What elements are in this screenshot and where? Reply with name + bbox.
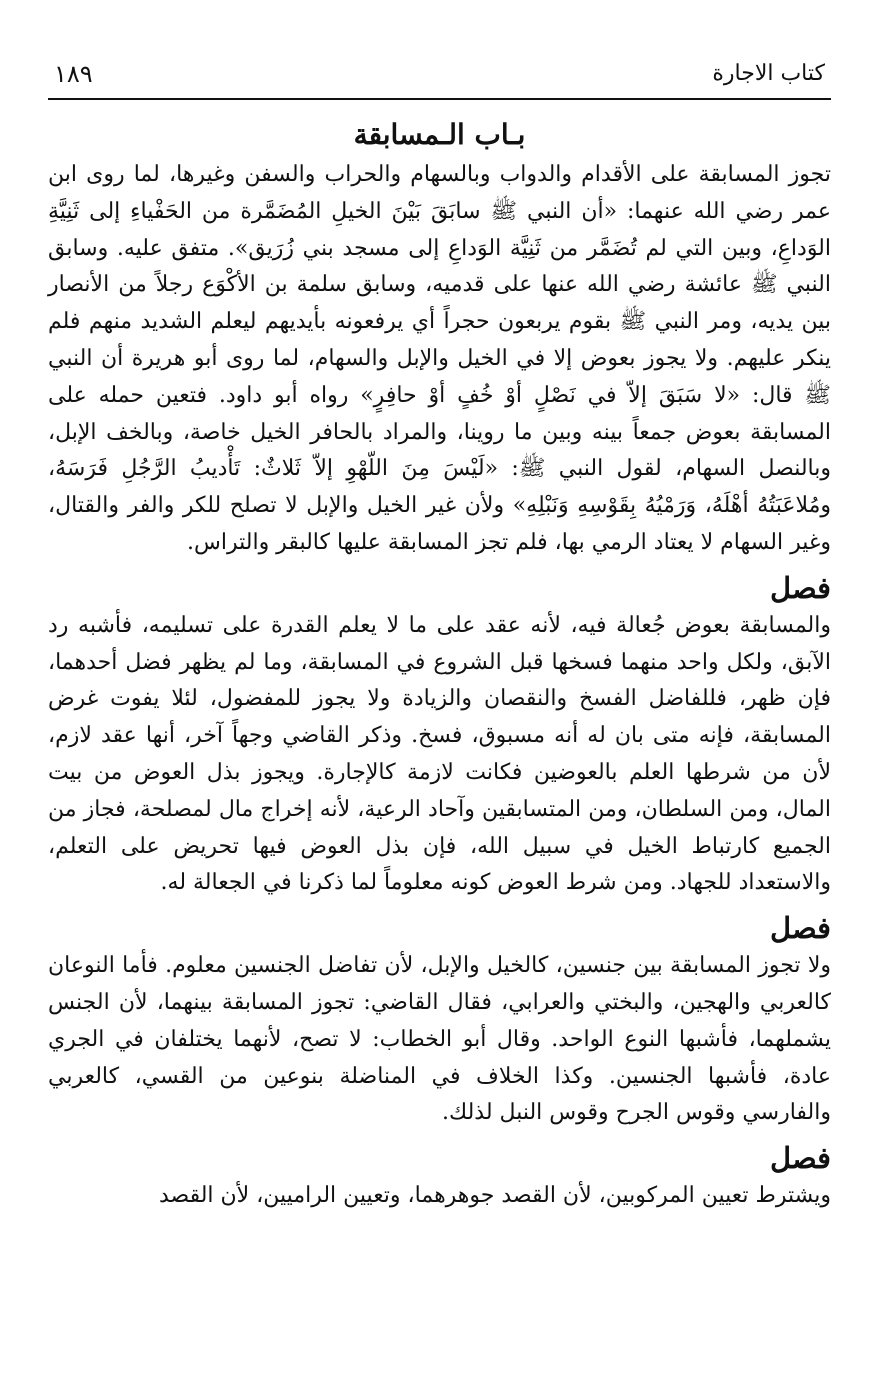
section-heading: فصل [770, 911, 831, 946]
chapter-title: كتاب الاجارة [712, 61, 825, 86]
section-heading: فصل [770, 1141, 831, 1176]
running-header [48, 60, 831, 100]
page-number: ١٨٩ [54, 60, 93, 88]
body-paragraph: والمسابقة بعوض جُعالة فيه، لأنه عقد على ما لا يعلم القدرة على تسليمه، فأشبه رد الآبق، ولكل واحد منهما فسخها قبل الشروع في المسابقة، وما لم يظهر فضل أحدهما، فإن ظهر، فللفاضل الفسخ والنقصان والزيادة ولا يجوز للمفضول، لئلا يفوت غرض المسابقة، فإنه متى بان له أنه مسبوق، فسخ. وذكر القاضي وجهاً آخر، أنها عقد لازم، لأن من شرطها العلم بالعوضين فكانت لازمة كالإجارة. ويجوز بذل العوض من بيت المال، ومن السلطان، ومن المتسابقين وآحاد الرعية، لأنه إخراج مال لمصلحة، فجاز من الجميع كارتباط الخيل في سبيل الله، فإن بذل العوض فيها تحريض على التعلم، والاستعداد للجهاد. ومن شرط العوض كونه معلوماً لما ذكرنا في الجعالة له. [48, 612, 831, 896]
section-heading: فصل [770, 570, 831, 605]
body-paragraph: تجوز المسابقة على الأقدام والدواب وبالسهام والحراب والسفن وغيرها، لما روى ابن عمر رضي الله عنهما: «أن النبي ﷺ سابَقَ بَيْنَ الخيلِ المُضَمَّرة من الحَفْياءِ إلى ثَنِيَّةِ الوَداعِ، وبين التي لم تُضَمَّر من ثَنِيَّة الوَداعِ إلى مسجد بني زُرَيق». متفق عليه. وسابق النبي ﷺ عائشة رضي الله عنها على قدميه، وسابق سلمة بن الأكْوَع رجلاً من الأنصار بين يديه، ومر النبي ﷺ بقوم يربعون حجراً أي يرفعونه بأيديهم ليعلم الشديد منهم فلم ينكر عليهم. ولا يجوز بعوض إلا في الخيل والإبل والسهام، لما روى أبو هريرة أن النبي ﷺ قال: «لا سَبَقَ إلاّ في نَصْلٍ أوْ خُفٍ أوْ حافِرٍ» رواه أبو داود. فتعين حمله على المسابقة بعوض جمعاً بينه وبين ما روينا، والمراد بالحافر الخيل خاصة، وبالخف الإبل، وبالنصل السهام، لقول النبي ﷺ: «لَيْسَ مِنَ اللّهْوِ إلاّ ثَلاثٌ: تَأْديبُ الرَّجُلِ فَرَسَهُ، ومُلاعَبَتُهُ أهْلَهُ، وَرَمْيُهُ بِقَوْسِهِ وَنَبْلِهِ» ولأن غير الخيل والإبل لا تصلح للكر والفر والقتال، وغير السهام لا يعتاد الرمي بها، فلم تجز المسابقة عليها كالبقر والتراس. [48, 162, 831, 555]
body-paragraph: ويشترط تعيين المركوبين، لأن القصد جوهرهما، وتعيين الراميين، لأن القصد [158, 1183, 831, 1209]
body-paragraph: ولا تجوز المسابقة بين جنسين، كالخيل والإبل، لأن تفاضل الجنسين معلوم. فأما النوعان كالعربي والهجين، والبختي والعرابي، فقال القاضي: تجوز المسابقة بينهما، لأن الجنس يشملهما، فأشبها النوع الواحد. وقال أبو الخطاب: لا تصح، لأنهما يختلفان في الجري عادة، فأشبها الجنسين. وكذا الخلاف في المناضلة بنوعين من القسي، كالعربي والفارسي وقوس الجرح وقوس النبل لذلك. [48, 953, 831, 1126]
chapter-heading: بـاب الـمسابقة [353, 118, 526, 151]
